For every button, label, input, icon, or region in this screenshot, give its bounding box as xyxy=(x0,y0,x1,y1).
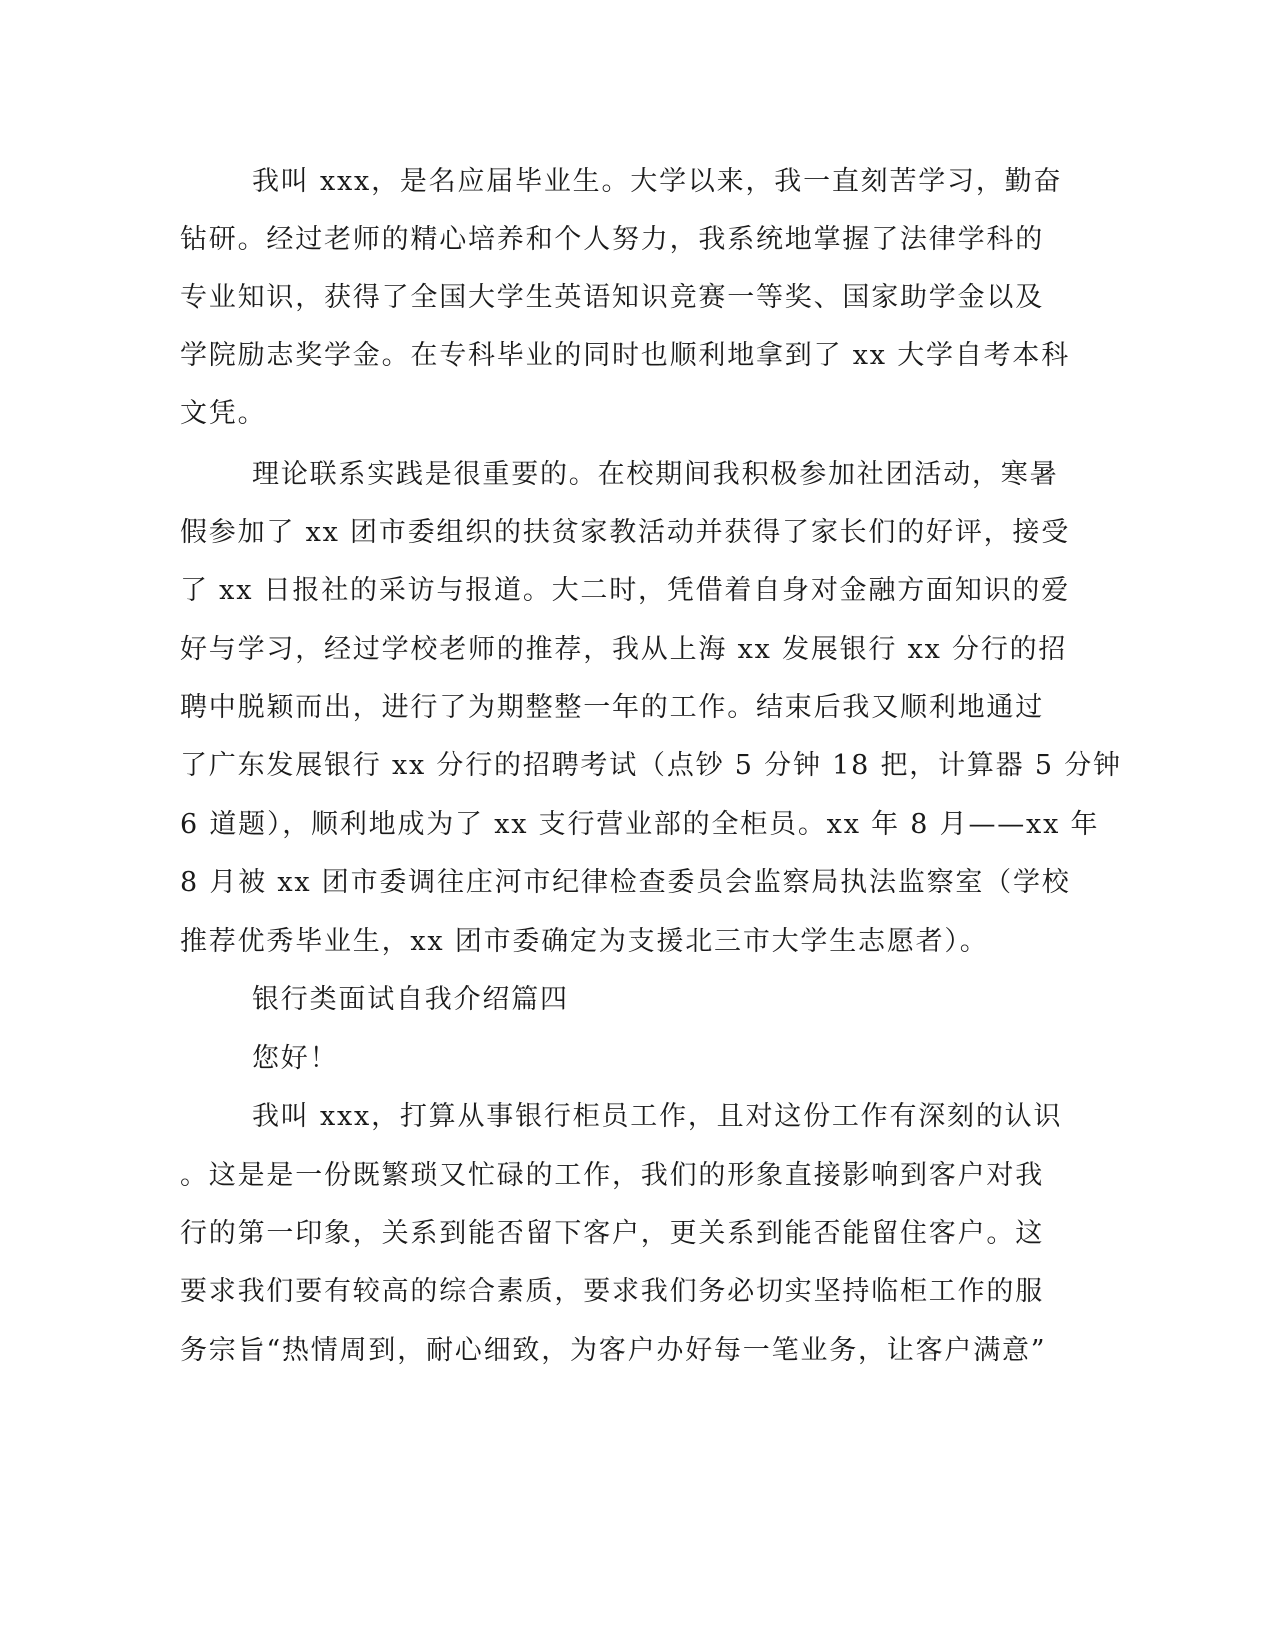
paragraph-line: 我叫 xxx，打算从事银行柜员工作，且对这份工作有深刻的认识 xyxy=(252,1101,1063,1132)
paragraph-line: 聘中脱颖而出，进行了为期整整一年的工作。结束后我又顺利地通过 xyxy=(180,692,1044,723)
paragraph-line: 文凭。 xyxy=(180,398,267,429)
paragraph-line: 行的第一印象，关系到能否留下客户，更关系到能否能留住客户。这 xyxy=(180,1218,1044,1249)
paragraph-line: 好与学习，经过学校老师的推荐，我从上海 xx 发展银行 xx 分行的招 xyxy=(180,634,1068,665)
greeting: 您好！ xyxy=(252,1043,339,1074)
paragraph-line: 。这是是一份既繁琐又忙碌的工作，我们的形象直接影响到客户对我 xyxy=(180,1160,1044,1191)
paragraph-line: 8 月被 xx 团市委调往庄河市纪律检查委员会监察局执法监察室（学校 xyxy=(180,867,1071,898)
paragraph-line: 要求我们要有较高的综合素质，要求我们务必切实坚持临柜工作的服 xyxy=(180,1276,1044,1307)
paragraph-line: 学院励志奖学金。在专科毕业的同时也顺利地拿到了 xx 大学自考本科 xyxy=(180,340,1071,371)
paragraph-line: 了广东发展银行 xx 分行的招聘考试（点钞 5 分钟 18 把，计算器 5 分钟 xyxy=(180,750,1122,781)
paragraph-line: 务宗旨“热情周到，耐心细致，为客户办好每一笔业务，让客户满意” xyxy=(180,1335,1047,1366)
paragraph-line: 钻研。经过老师的精心培养和个人努力，我系统地掌握了法律学科的 xyxy=(180,224,1044,255)
paragraph-line: 专业知识，获得了全国大学生英语知识竞赛一等奖、国家助学金以及 xyxy=(180,282,1044,313)
paragraph-line: 6 道题），顺利地成为了 xx 支行营业部的全柜员。xx 年 8 月——xx 年 xyxy=(180,809,1100,840)
section-heading: 银行类面试自我介绍篇四 xyxy=(252,984,569,1015)
paragraph-line: 了 xx 日报社的采访与报道。大二时，凭借着自身对金融方面知识的爱 xyxy=(180,575,1071,606)
paragraph-line: 推荐优秀毕业生，xx 团市委确定为支援北三市大学生志愿者）。 xyxy=(180,926,989,957)
paragraph-line: 我叫 xxx，是名应届毕业生。大学以来，我一直刻苦学习，勤奋 xyxy=(252,166,1063,197)
paragraph-line: 假参加了 xx 团市委组织的扶贫家教活动并获得了家长们的好评，接受 xyxy=(180,517,1071,548)
paragraph-line: 理论联系实践是很重要的。在校期间我积极参加社团活动，寒暑 xyxy=(252,459,1059,490)
